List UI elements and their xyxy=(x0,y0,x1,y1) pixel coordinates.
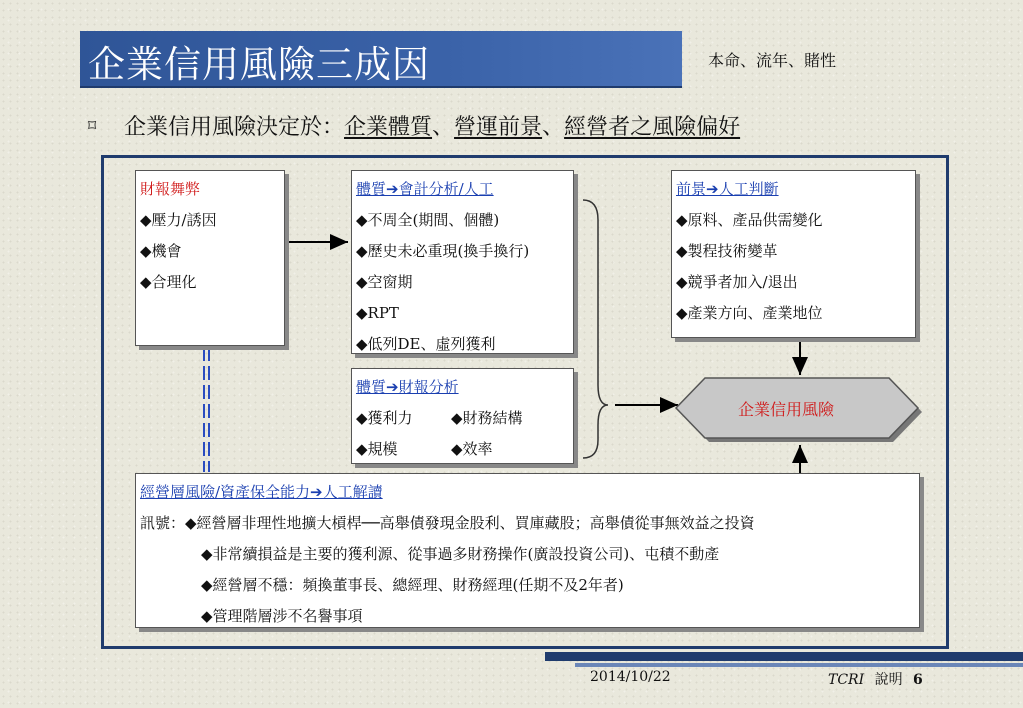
list-item: ◆合理化 xyxy=(140,273,197,291)
list-item: ◆競爭者加入/退出 xyxy=(676,273,798,291)
list-item: ◆經營層不穩：頻換董事長、總經理、財務經理(任期不及2年者) xyxy=(201,576,624,594)
list-item: ◆管理階層涉不名譽事項 xyxy=(201,607,363,625)
list-item: ◆經營層非理性地擴大槓桿──高舉債發現金股利、買庫藏股；高舉債從事無效益之投資 xyxy=(185,514,755,532)
list-item: ◆歷史未必重現(換手換行) xyxy=(356,242,530,260)
footer-bars xyxy=(545,652,1023,668)
list-item: ◆獲利力 xyxy=(356,409,413,427)
box-title: 體質➔財報分析 xyxy=(356,378,459,396)
credit-risk-label: 企業信用風險 xyxy=(738,400,835,419)
list-item: ◆低列DE、虛列獲利 xyxy=(356,335,496,353)
headline-term-outlook: 營運前景 xyxy=(454,115,543,140)
footer-brand: TCRI xyxy=(828,672,865,688)
list-item: ◆非常續損益是主要的獲利源、從事過多財務操作(廣設投資公司)、屯積不動產 xyxy=(201,545,720,563)
headline-term-quality: 企業體質 xyxy=(344,115,433,140)
page-number: 6 xyxy=(913,672,923,688)
brace xyxy=(583,200,608,458)
list-row xyxy=(356,403,573,434)
footer-brand-line xyxy=(828,669,923,689)
list-item: ◆製程技術變革 xyxy=(676,242,778,260)
list-item: ◆財務結構 xyxy=(451,409,523,427)
slide-title: 企業信用風險三成因 xyxy=(88,43,430,86)
slide-subtitle: 本命、流年、賭性 xyxy=(708,51,837,70)
list-item: ◆規模 xyxy=(356,440,398,458)
box-quality-accounting xyxy=(351,170,574,354)
box-management-risk xyxy=(135,473,920,628)
box-outlook xyxy=(671,170,916,338)
footer-desc: 說明 xyxy=(874,672,903,688)
headline-separator: 、 xyxy=(542,115,565,140)
list-item: ◆不周全(期間、個體) xyxy=(356,211,500,229)
signal-label: 訊號： xyxy=(140,514,186,532)
headline-prefix: 企業信用風險決定於： xyxy=(124,115,345,140)
list-row xyxy=(356,434,573,465)
list-item: ◆RPT xyxy=(356,304,399,322)
headline-term-risk-appetite: 經營者之風險偏好 xyxy=(564,115,741,140)
list-item: ◆壓力/誘因 xyxy=(140,211,217,229)
bullet-icon: ⌑ xyxy=(88,116,97,135)
box-quality-financial xyxy=(351,368,574,464)
list-row xyxy=(140,508,919,539)
box-title: 經營層風險/資產保全能力➔人工解讀 xyxy=(140,483,383,501)
box-title: 財報舞弊 xyxy=(140,180,201,198)
headline-separator: 、 xyxy=(432,115,455,140)
list-item: ◆產業方向、產業地位 xyxy=(676,304,823,322)
list-item: ◆原料、產品供需變化 xyxy=(676,211,823,229)
box-financial-fraud xyxy=(135,170,285,346)
list-item: ◆機會 xyxy=(140,242,182,260)
list-item: ◆效率 xyxy=(451,440,493,458)
box-title: 前景➔人工判斷 xyxy=(676,180,779,198)
list-item: ◆空窗期 xyxy=(356,273,413,291)
footer-date: 2014/10/22 xyxy=(590,669,671,685)
box-title: 體質➔會計分析/人工 xyxy=(356,180,494,198)
